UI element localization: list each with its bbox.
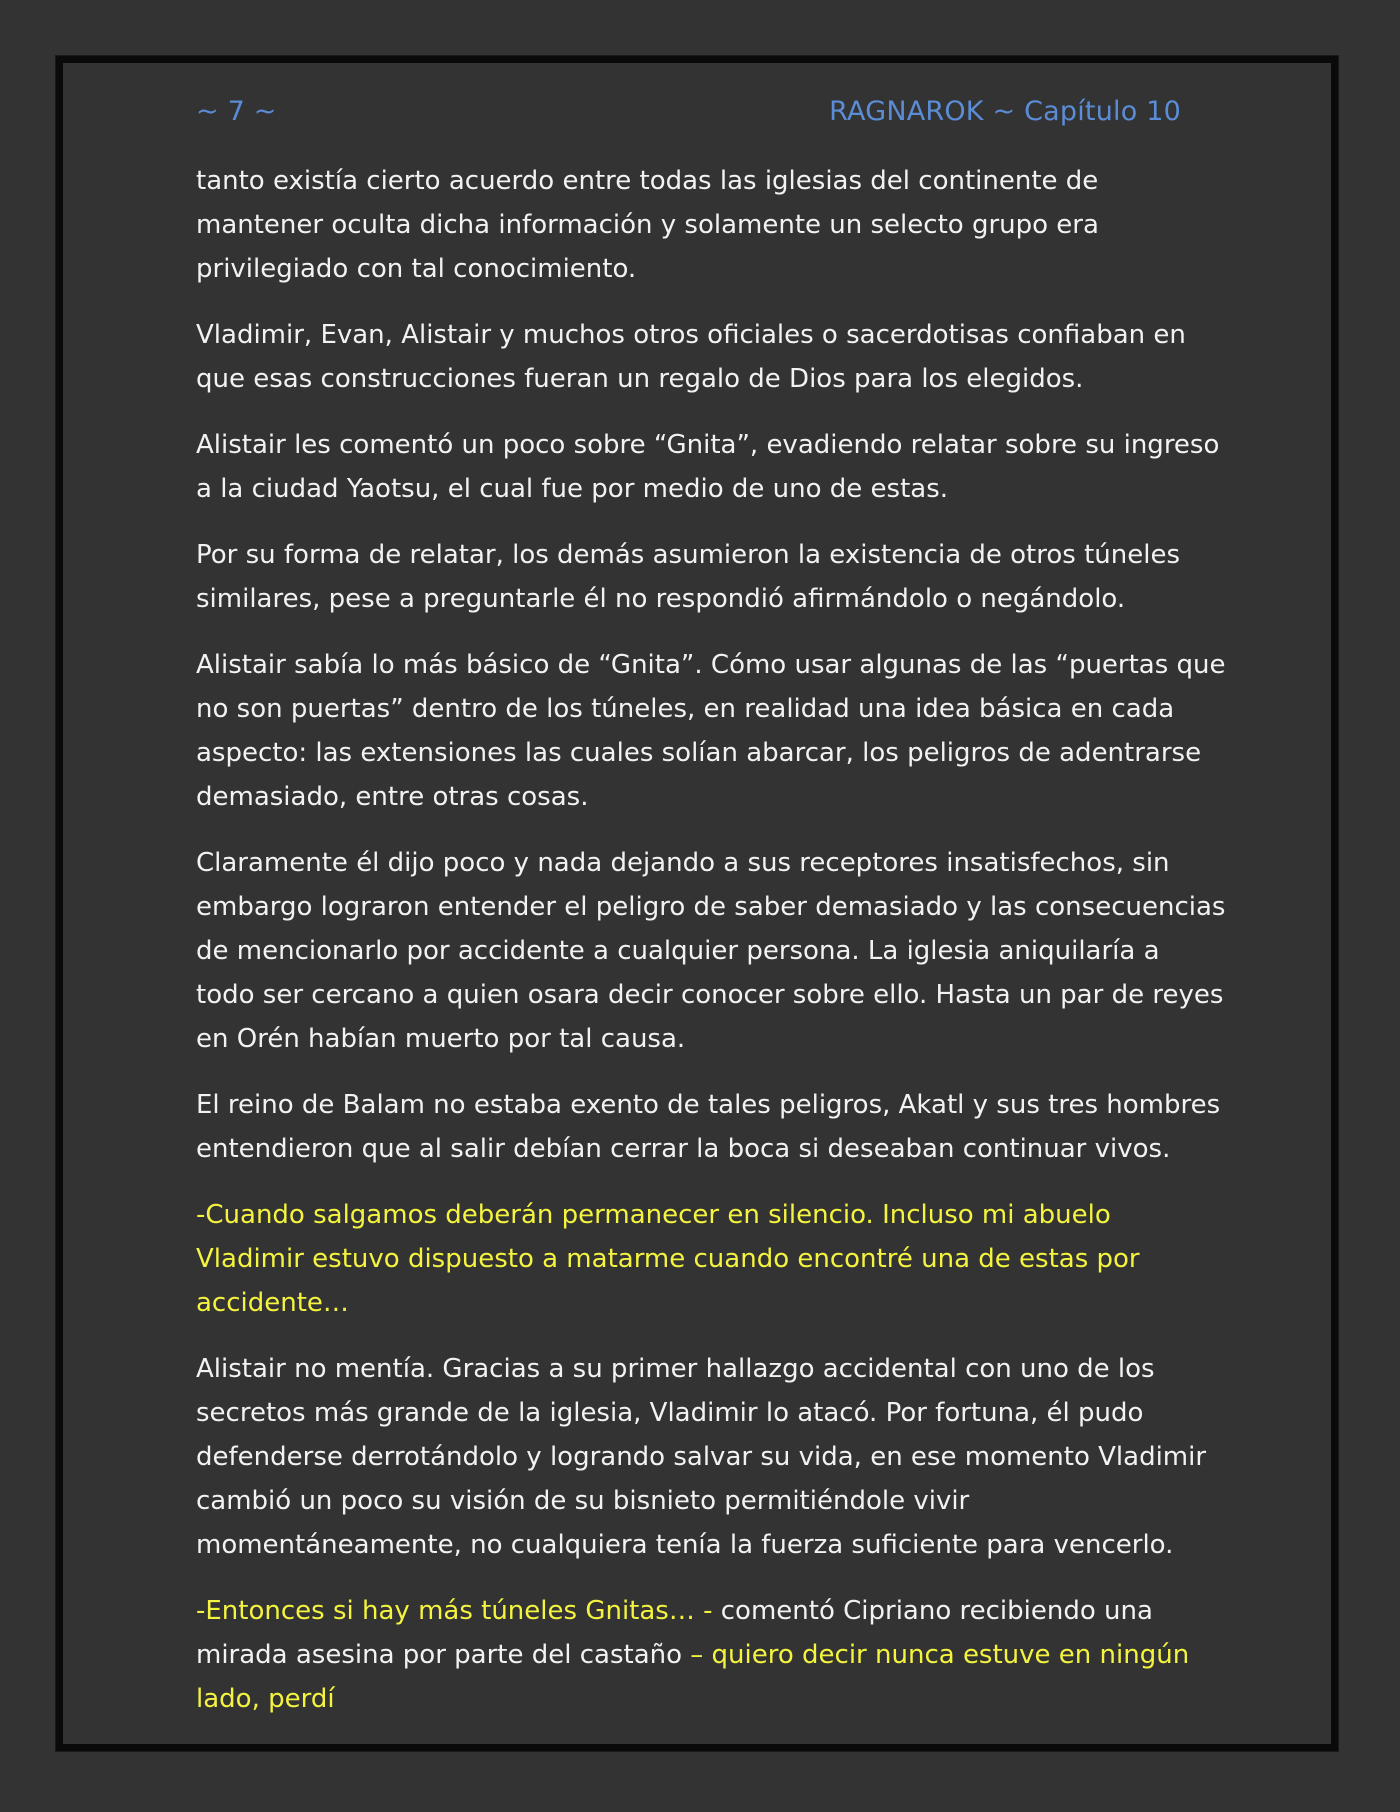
page-body (196, 159, 1226, 1743)
paragraph: Claramente él dijo poco y nada dejando a sus receptores insatisfechos, sin embargo lograron entender el peligro de saber demasiado y las consecuencias de mencionarlo por accidente a cualquier persona. La iglesia aniquilaría a todo ser cercano a quien osara decir conocer sobre ello. Hasta un par de reyes en Orén habían muerto por tal causa. (196, 848, 1226, 1054)
paragraph: Vladimir, Evan, Alistair y muchos otros oficiales o sacerdotisas confiaban en que esas construcciones fueran un regalo de Dios para los elegidos. (196, 320, 1186, 394)
page-number: ~ 7 ~ (196, 95, 277, 127)
paragraph: tanto existía cierto acuerdo entre todas las iglesias del continente de mantener oculta dicha información y solamente un selecto grupo era privilegiado con tal conocimiento. (196, 166, 1099, 284)
paragraph: Por su forma de relatar, los demás asumieron la existencia de otros túneles similares, pese a preguntarle él no respondió afirmándolo o negándolo. (196, 540, 1181, 614)
page-header (196, 89, 1181, 133)
book-page (56, 56, 1338, 1751)
paragraph: Alistair sabía lo más básico de “Gnita”. Cómo usar algunas de las “puertas que no son puertas” dentro de los túneles, en realidad una idea básica en cada aspecto: las extensiones las cuales solían abarcar, los peligros de adentrarse demasiado, entre otras cosas. (196, 650, 1226, 812)
dialogue-paragraph: -Cuando salgamos deberán permanecer en silencio. Incluso mi abuelo Vladimir estuvo dispuesto a matarme cuando encontré una de estas por accidente… (196, 1200, 1140, 1318)
dialogue-fragment: – quiero decir nunca estuve en ningún lado, perdí (196, 1640, 1190, 1714)
chapter-title: RAGNAROK ~ Capítulo 10 (829, 95, 1181, 127)
narration-fragment: comentó Cipriano recibiendo una mirada asesina por parte del castaño (196, 1596, 1153, 1670)
paragraph: Alistair les comentó un poco sobre “Gnita”, evadiendo relatar sobre su ingreso a la ciudad Yaotsu, el cual fue por medio de uno de estas. (196, 430, 1220, 504)
paragraph: El reino de Balam no estaba exento de tales peligros, Akatl y sus tres hombres entendieron que al salir debían cerrar la boca si deseaban continuar vivos. (196, 1090, 1221, 1164)
dialogue-fragment: -Entonces si hay más túneles Gnitas… - (196, 1596, 713, 1626)
mixed-paragraph (196, 1589, 1226, 1721)
paragraph: Alistair no mentía. Gracias a su primer hallazgo accidental con uno de los secretos más grande de la iglesia, Vladimir lo atacó. Por fortuna, él pudo defenderse derrotándolo y logrando salvar su vida, en ese momento Vladimir cambió un poco su visión de su bisnieto permitiéndole vivir momentáneamente, no cualquiera tenía la fuerza suficiente para vencerlo. (196, 1354, 1207, 1560)
